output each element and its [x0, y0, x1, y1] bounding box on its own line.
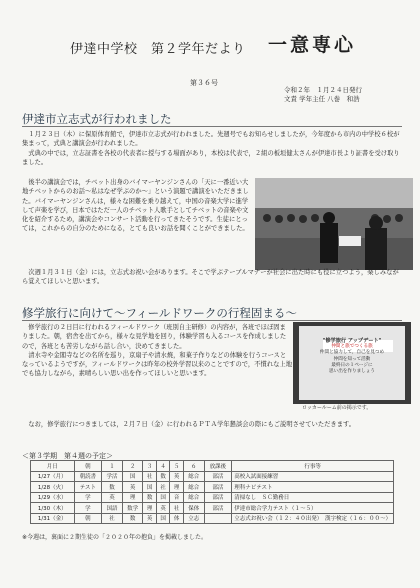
cell: 英 [102, 492, 123, 503]
cell: 1/28（火） [31, 482, 75, 493]
cell: 社 [170, 503, 184, 514]
cell: 理 [143, 503, 157, 514]
header-cell: ３ [143, 461, 157, 472]
poster-line: 最終日の１ページに [331, 362, 373, 368]
poster-line: 思い出を作りましょう [329, 369, 375, 375]
paragraph-text: 清水寺や金閣寺などの名所を巡り，京扇子や清水焼，和菓子作りなどの体験を行うコースとなっているようですが，フィールドワークは昨年の校外学習以来のことですので，不慣れな上地でも協力しながら，素晴らしい思い出を作ってほしいと思います。 [22, 351, 293, 378]
cell: 国 [122, 471, 143, 482]
header-cell: 放課後 [204, 461, 232, 472]
section1-rule [22, 126, 402, 127]
cell: 朝読書 [74, 471, 102, 482]
cell: 保体 [183, 503, 204, 514]
cell: 立志 [183, 513, 204, 524]
cell: 部活 [204, 492, 232, 503]
section2-rule [22, 320, 402, 321]
header-cell: ５ [170, 461, 184, 472]
cell: 数 [102, 482, 123, 493]
section2-paragraph1 [22, 323, 292, 379]
schedule-table [30, 460, 394, 524]
table-row [31, 482, 394, 493]
cell: 部活 [204, 503, 232, 514]
cell: 数 [143, 492, 157, 503]
cell: 1/27（月） [31, 471, 75, 482]
cell: 数 [156, 471, 170, 482]
cell: 部活 [204, 482, 232, 493]
section2-title: 修学旅行に向けて～フィールドワークの行程固まる～ [22, 306, 297, 320]
poster-text [305, 328, 399, 375]
ceremony-photo [255, 178, 413, 270]
cell: 部活 [204, 471, 232, 482]
paragraph-text: 式典の中では，立志証書を各校の代表者に授与する場面があり，本校は代表で，２組の板垣健太さんが伊達市長より証書を受け取りました。 [22, 149, 400, 166]
cell: 音 [170, 492, 184, 503]
section1-title: 伊達市立志式が行われました [22, 112, 172, 126]
cell: 英 [170, 471, 184, 482]
cell: 数学 [122, 503, 143, 514]
ceremony-photo-image [255, 178, 413, 270]
cell: 理 [170, 482, 184, 493]
locker-poster-photo [293, 322, 411, 404]
cell: 体 [170, 513, 184, 524]
cell: 1/30（木） [31, 503, 75, 514]
cell: 1/29（水） [31, 492, 75, 503]
cell: 国 [156, 492, 170, 503]
cell: 社 [156, 482, 170, 493]
section1-paragraph3: 次週１月３１日（金）には，立志式お祝い会があります。そこで学ぶテーブルマナーが社会に出た時にも役に立つよう，楽しみながら覚えてほしいと思います。 [22, 269, 399, 286]
header-cell: ６ [183, 461, 204, 472]
cell: 立志式お祝い会（１２：４０出発） 漢字検定（１６：００～） [232, 513, 394, 524]
newsletter-title: 一意専心 [268, 34, 357, 56]
cell: 1/31（金） [31, 513, 75, 524]
header-cell: 朝 [74, 461, 102, 472]
publish-date: 令和２年 １月２４日発行 [284, 86, 362, 94]
cell: 英 [122, 482, 143, 493]
cell: 朝 [74, 513, 102, 524]
cell: 国 [143, 482, 157, 493]
poster-caption: ロッカールーム前の掲示です。 [302, 405, 372, 411]
section1-paragraph1 [22, 130, 402, 167]
cell: 国語 [102, 503, 123, 514]
section2-paragraph2: なお，修学旅行につきましては，２月７日（金）に行われるＰＴＡ学年懇談会の際にもご説明させていただきます。 [28, 421, 356, 428]
cell: 数 [122, 513, 143, 524]
author: 文責 学年主任 八巻 和浩 [284, 95, 360, 103]
cell: 国 [156, 513, 170, 524]
section1-paragraph2: 後半の講演会では，チベット出身のバイマーヤンジンさんの「天に一番近い大地チベットからのお話～私はなぜ学ぶのか～」という演題で講演をいただきました。バイマーヤンジンさんは，様々な困難を乗り越えて，中国の音楽大学に進学して声楽を学び，日本ではただ一人のチベット人歌手としてチベットの音楽や文化を紹介するため，講演会やコンサート活動を行ってきたそうです。生徒にとっては，これからの自分のためになる，とても良いお話を聞くことができました。 [22, 179, 249, 233]
cell: 総合 [183, 482, 204, 493]
header-cell: ２ [122, 461, 143, 472]
school-header: 伊達中学校 第２学年だより [70, 42, 246, 57]
schedule-title: ＜第３学期 第４週の予定＞ [22, 452, 113, 460]
cell: 社 [102, 513, 123, 524]
footnote: ※今週は，裏面に２期生徒の「２０２０年の抱負」を掲載しました。 [22, 534, 208, 541]
table-row [31, 492, 394, 503]
poster-line: 仲間と協力して，自己を見つめ [319, 350, 385, 356]
cell: 清掃なし ＳＣ勤務日 [232, 492, 394, 503]
table-row [31, 471, 394, 482]
cell: 英 [143, 513, 157, 524]
cell: 学活 [102, 471, 123, 482]
paragraph-text: １月２３日（木）に保原体育館で，伊達市立志式が行われました。先週号でもお知らせしましたが，今年度から市内の中学校６校が集まって，式典と講演会が行われました。 [22, 131, 400, 148]
cell: 理 [122, 492, 143, 503]
schedule-header-row [31, 461, 394, 472]
cell: 伊達市総合学力テスト（１～５） [232, 503, 394, 514]
poster-line: 仲間と旅でつくる旅 [331, 344, 373, 350]
cell: 社 [143, 471, 157, 482]
paragraph-text: 修学旅行の２日目に行われるフィールドワーク（班別自主研修）の内容が，各班でほぼ固まりました。朝，宿舎を出てから，様々な見学地を回り，体験学習も入るコースを作成しましたので，各班とも苦労しながら話し合い，決めてきました。 [22, 324, 287, 350]
cell [204, 513, 232, 524]
header-cell: 行事等 [232, 461, 394, 472]
cell: テスト [74, 482, 102, 493]
cell: 高校入試面接練習 [232, 471, 394, 482]
cell: 学 [74, 503, 102, 514]
poster-line: 仲間を知って活動 [333, 356, 371, 362]
cell: 総合 [183, 492, 204, 503]
cell: 学 [74, 492, 102, 503]
header-cell: 月日 [31, 461, 75, 472]
table-row [31, 503, 394, 514]
poster-line: "修学旅行 アップデート" [322, 338, 382, 344]
header-cell: ４ [156, 461, 170, 472]
issue-number: 第３６号 [190, 79, 218, 87]
table-row [31, 513, 394, 524]
cell: 英 [156, 503, 170, 514]
header-cell: １ [102, 461, 123, 472]
cell: 理科ナビテスト [232, 482, 394, 493]
cell: 総合 [183, 471, 204, 482]
publish-info [284, 86, 412, 104]
